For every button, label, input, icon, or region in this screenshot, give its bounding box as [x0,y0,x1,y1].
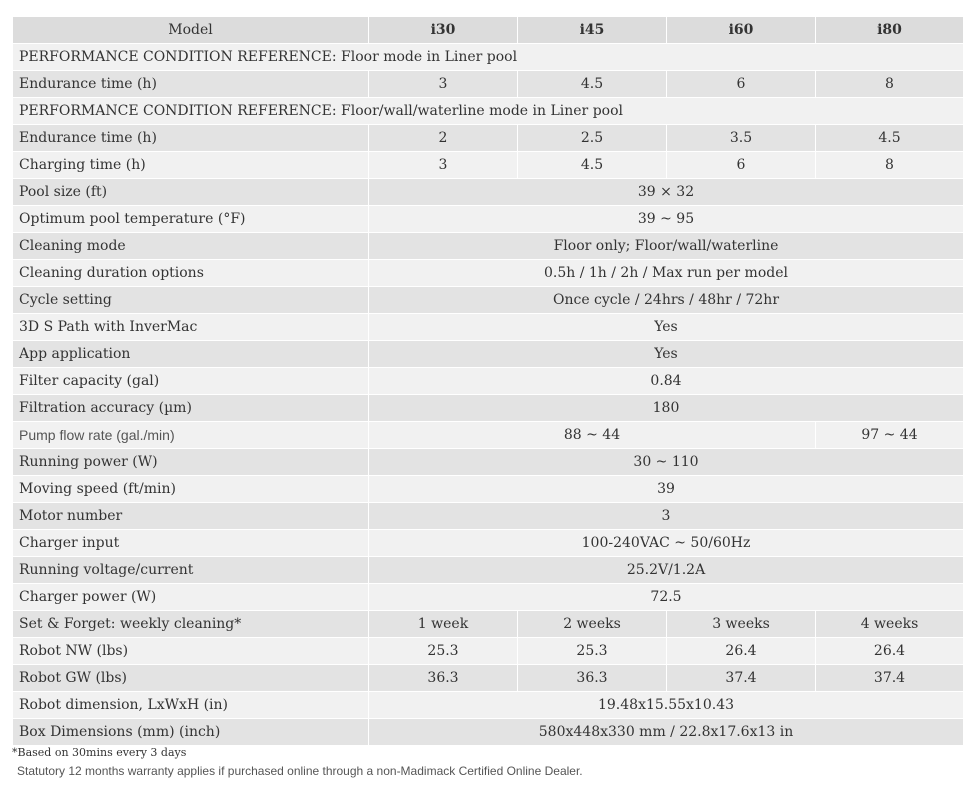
cell-i60: 3.5 [667,125,816,152]
cell-all-models: 25.2V/1.2A [369,557,964,584]
cell-all-models: 0.5h / 1h / 2h / Max run per model [369,260,964,287]
spec-table [12,16,964,746]
cell-i30: 2 [369,125,518,152]
row-robot-nw [13,638,964,665]
row-label: Charger input [13,530,369,557]
row-motor-number [13,503,964,530]
row-label: Box Dimensions (mm) (inch) [13,719,369,746]
row-charger-power [13,584,964,611]
section-floor-mode: PERFORMANCE CONDITION REFERENCE: Floor mode in Liner pool [13,44,964,71]
row-label: Optimum pool temperature (°F) [13,206,369,233]
warranty-note: Statutory 12 months warranty applies if purchased online through a non-Madimack Certified Online Dealer. [17,764,583,778]
row-label: Running power (W) [13,449,369,476]
row-moving-speed [13,476,964,503]
row-cycle-setting [13,287,964,314]
cell-i80: 37.4 [816,665,964,692]
section-wall-mode: PERFORMANCE CONDITION REFERENCE: Floor/wall/waterline mode in Liner pool [13,98,964,125]
row-label: Endurance time (h) [13,125,369,152]
cell-i80: 4.5 [816,125,964,152]
cell-i30: 1 week [369,611,518,638]
row-filtration-accuracy [13,395,964,422]
row-charging-time [13,152,964,179]
cell-all-models: 3 [369,503,964,530]
cell-i30: 25.3 [369,638,518,665]
cell-i80: 8 [816,152,964,179]
cell-i30: 36.3 [369,665,518,692]
cell-i45: 36.3 [518,665,667,692]
row-label: Cycle setting [13,287,369,314]
row-label: Set & Forget: weekly cleaning* [13,611,369,638]
cell-all-models: 72.5 [369,584,964,611]
row-label: Filter capacity (gal) [13,368,369,395]
row-label: Pump flow rate (gal./min) [13,422,369,449]
row-label: Robot NW (lbs) [13,638,369,665]
row-label: Robot dimension, LxWxH (in) [13,692,369,719]
row-endurance-floor [13,71,964,98]
cell-all-models: 19.48x15.55x10.43 [369,692,964,719]
row-label: Charger power (W) [13,584,369,611]
cell-i60: 3 weeks [667,611,816,638]
cell-i30-i60: 88 ~ 44 [369,422,816,449]
row-label: Moving speed (ft/min) [13,476,369,503]
cell-i45: 25.3 [518,638,667,665]
row-endurance-wall [13,125,964,152]
row-label: 3D S Path with InverMac [13,314,369,341]
model-i60-header: i60 [667,17,816,44]
row-set-forget [13,611,964,638]
cell-i80: 4 weeks [816,611,964,638]
model-i80-header: i80 [816,17,964,44]
row-label: Endurance time (h) [13,71,369,98]
row-robot-dimension [13,692,964,719]
row-label: Filtration accuracy (µm) [13,395,369,422]
row-label: Charging time (h) [13,152,369,179]
row-label: Cleaning duration options [13,260,369,287]
cell-i60: 37.4 [667,665,816,692]
cell-i60: 6 [667,152,816,179]
cell-all-models: Floor only; Floor/wall/waterline [369,233,964,260]
row-app-application [13,341,964,368]
cell-all-models: 39 × 32 [369,179,964,206]
row-running-power [13,449,964,476]
cell-i45: 4.5 [518,152,667,179]
cell-all-models: Once cycle / 24hrs / 48hr / 72hr [369,287,964,314]
cell-i30: 3 [369,71,518,98]
section-row-wall-mode [13,98,964,125]
row-charger-input [13,530,964,557]
cell-i80: 97 ~ 44 [816,422,964,449]
row-label: Motor number [13,503,369,530]
model-i30-header: i30 [369,17,518,44]
footnote: *Based on 30mins every 3 days [12,746,187,759]
cell-all-models: 580x448x330 mm / 22.8x17.6x13 in [369,719,964,746]
row-box-dimensions [13,719,964,746]
cell-i80: 8 [816,71,964,98]
row-robot-gw [13,665,964,692]
cell-i80: 26.4 [816,638,964,665]
model-i45-header: i45 [518,17,667,44]
row-label: Robot GW (lbs) [13,665,369,692]
cell-all-models: 39 [369,476,964,503]
cell-i45: 2.5 [518,125,667,152]
cell-all-models: 30 ~ 110 [369,449,964,476]
row-label: App application [13,341,369,368]
section-row-floor-mode [13,44,964,71]
cell-i60: 6 [667,71,816,98]
row-filter-capacity [13,368,964,395]
row-label: Cleaning mode [13,233,369,260]
cell-all-models: Yes [369,341,964,368]
cell-all-models: 0.84 [369,368,964,395]
header-row [13,17,964,44]
cell-i60: 26.4 [667,638,816,665]
row-label: Running voltage/current [13,557,369,584]
cell-i45: 4.5 [518,71,667,98]
model-header: Model [13,17,369,44]
cell-all-models: 100-240VAC ~ 50/60Hz [369,530,964,557]
row-running-voltage [13,557,964,584]
row-pump-flow [13,422,964,449]
row-cleaning-mode [13,233,964,260]
cell-i30: 3 [369,152,518,179]
cell-all-models: 180 [369,395,964,422]
cell-all-models: Yes [369,314,964,341]
row-3d-path [13,314,964,341]
cell-i45: 2 weeks [518,611,667,638]
row-pool-temperature [13,206,964,233]
cell-all-models: 39 ~ 95 [369,206,964,233]
row-label: Pool size (ft) [13,179,369,206]
row-pool-size [13,179,964,206]
row-cleaning-duration [13,260,964,287]
